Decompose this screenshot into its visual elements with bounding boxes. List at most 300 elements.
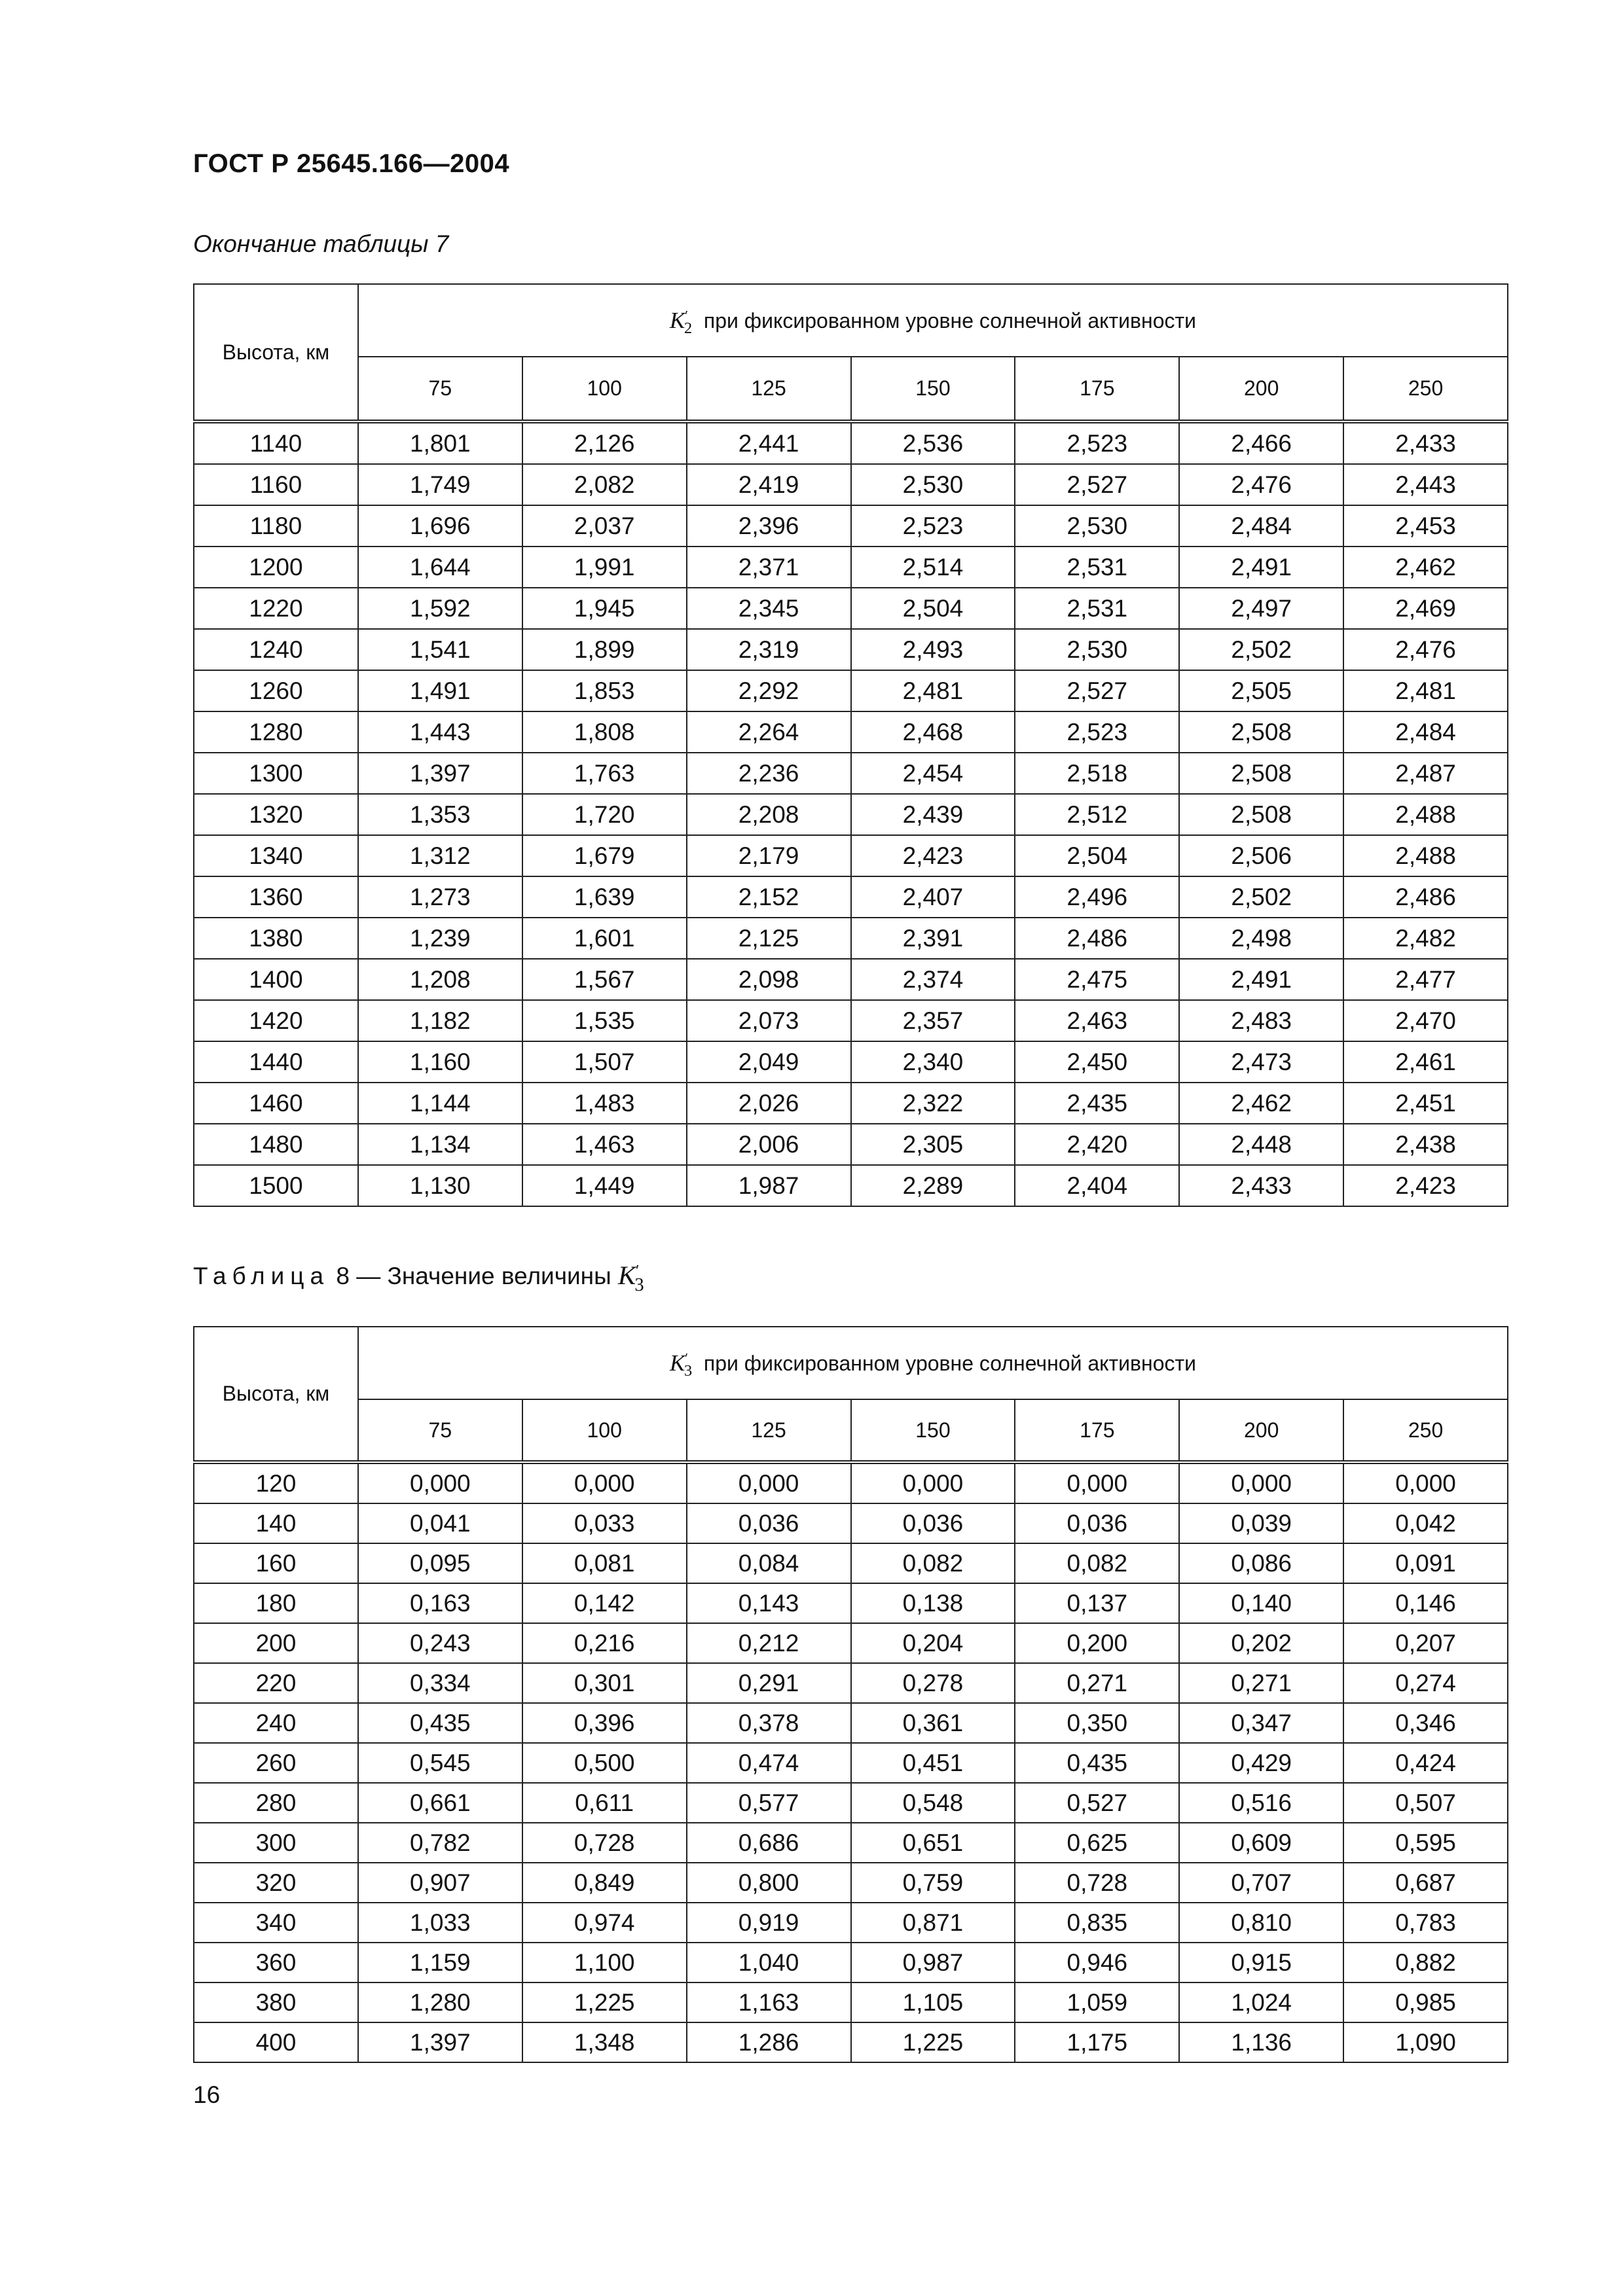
table8-level-header: 75 [358,1399,522,1462]
table7-group-header-text: при фиксированном уровне солнечной активности [703,308,1197,332]
value-cell: 1,144 [358,1083,522,1124]
value-cell: 2,508 [1179,794,1343,835]
value-cell: 0,527 [1015,1783,1179,1823]
value-cell: 1,160 [358,1041,522,1083]
altitude-cell: 1280 [194,711,358,753]
value-cell: 2,037 [522,505,687,547]
value-cell: 1,483 [522,1083,687,1124]
value-cell: 1,601 [522,918,687,959]
value-cell: 0,000 [358,1462,522,1503]
value-cell: 2,523 [851,505,1015,547]
table7-level-header: 175 [1015,357,1179,422]
altitude-cell: 1460 [194,1083,358,1124]
value-cell: 1,208 [358,959,522,1000]
value-cell: 2,082 [522,464,687,505]
value-cell: 2,506 [1179,835,1343,876]
value-cell: 2,439 [851,794,1015,835]
value-cell: 1,535 [522,1000,687,1041]
value-cell: 1,541 [358,629,522,670]
value-cell: 2,531 [1015,588,1179,629]
value-cell: 2,531 [1015,547,1179,588]
altitude-cell: 360 [194,1943,358,1982]
value-cell: 2,487 [1343,753,1508,794]
value-cell: 2,496 [1015,876,1179,918]
table-row [194,670,1508,711]
value-cell: 0,516 [1179,1783,1343,1823]
value-cell: 2,482 [1343,918,1508,959]
altitude-cell: 1340 [194,835,358,876]
value-cell: 0,204 [851,1623,1015,1663]
value-cell: 2,477 [1343,959,1508,1000]
table7-level-header: 75 [358,357,522,422]
value-cell: 0,985 [1343,1982,1508,2022]
value-cell: 1,397 [358,753,522,794]
table-row [194,1083,1508,1124]
value-cell: 2,345 [687,588,851,629]
table8-group-header-text: при фиксированном уровне солнечной активности [703,1351,1197,1375]
altitude-cell: 1400 [194,959,358,1000]
altitude-cell: 1360 [194,876,358,918]
value-cell: 0,137 [1015,1583,1179,1623]
value-cell: 0,611 [522,1783,687,1823]
value-cell: 0,243 [358,1623,522,1663]
altitude-cell: 1160 [194,464,358,505]
value-cell: 1,059 [1015,1982,1179,2022]
value-cell: 0,661 [358,1783,522,1823]
value-cell: 0,216 [522,1623,687,1663]
table-row [194,835,1508,876]
value-cell: 2,423 [1343,1165,1508,1206]
value-cell: 0,082 [851,1543,1015,1583]
table-row [194,1743,1508,1783]
table-row [194,1943,1508,1982]
value-cell: 2,289 [851,1165,1015,1206]
value-cell: 0,334 [358,1663,522,1703]
value-cell: 2,484 [1179,505,1343,547]
value-cell: 0,974 [522,1903,687,1943]
value-cell: 2,470 [1343,1000,1508,1041]
value-cell: 2,340 [851,1041,1015,1083]
value-cell: 2,026 [687,1083,851,1124]
altitude-cell: 140 [194,1503,358,1543]
value-cell: 0,000 [851,1462,1015,1503]
value-cell: 2,530 [1015,629,1179,670]
value-cell: 1,280 [358,1982,522,2022]
value-cell: 0,783 [1343,1903,1508,1943]
value-cell: 1,239 [358,918,522,959]
value-cell: 2,466 [1179,422,1343,464]
value-cell: 1,567 [522,959,687,1000]
altitude-cell: 1440 [194,1041,358,1083]
value-cell: 2,491 [1179,959,1343,1000]
value-cell: 0,396 [522,1703,687,1743]
value-cell: 0,140 [1179,1583,1343,1623]
value-cell: 2,435 [1015,1083,1179,1124]
table-row [194,918,1508,959]
value-cell: 0,609 [1179,1823,1343,1863]
value-cell: 2,305 [851,1124,1015,1165]
value-cell: 0,291 [687,1663,851,1703]
value-cell: 2,208 [687,794,851,835]
altitude-cell: 1500 [194,1165,358,1206]
table8-level-header: 100 [522,1399,687,1462]
table8-level-header: 250 [1343,1399,1508,1462]
table7 [193,283,1508,1207]
altitude-cell: 1260 [194,670,358,711]
value-cell: 2,514 [851,547,1015,588]
value-cell: 1,175 [1015,2022,1179,2062]
value-cell: 0,138 [851,1583,1015,1623]
value-cell: 1,491 [358,670,522,711]
value-cell: 2,357 [851,1000,1015,1041]
table-row [194,1663,1508,1703]
value-cell: 2,407 [851,876,1015,918]
value-cell: 0,595 [1343,1823,1508,1863]
table-row [194,753,1508,794]
value-cell: 0,033 [522,1503,687,1543]
value-cell: 2,374 [851,959,1015,1000]
value-cell: 2,502 [1179,629,1343,670]
value-cell: 2,486 [1015,918,1179,959]
value-cell: 2,504 [851,588,1015,629]
value-cell: 0,036 [1015,1503,1179,1543]
value-cell: 0,429 [1179,1743,1343,1783]
table-row [194,959,1508,1000]
value-cell: 0,042 [1343,1503,1508,1543]
value-cell: 1,312 [358,835,522,876]
value-cell: 1,763 [522,753,687,794]
value-cell: 2,396 [687,505,851,547]
table-row [194,711,1508,753]
table8-group-header [358,1327,1508,1399]
table7-level-header: 200 [1179,357,1343,422]
altitude-cell: 240 [194,1703,358,1743]
value-cell: 0,871 [851,1903,1015,1943]
value-cell: 1,130 [358,1165,522,1206]
value-cell: 1,644 [358,547,522,588]
value-cell: 2,488 [1343,835,1508,876]
value-cell: 1,033 [358,1903,522,1943]
value-cell: 2,179 [687,835,851,876]
table8-altitude-header: Высота, км [194,1327,358,1462]
value-cell: 2,481 [1343,670,1508,711]
value-cell: 1,507 [522,1041,687,1083]
altitude-cell: 220 [194,1663,358,1703]
value-cell: 0,212 [687,1623,851,1663]
altitude-cell: 1420 [194,1000,358,1041]
altitude-cell: 380 [194,1982,358,2022]
value-cell: 2,530 [1015,505,1179,547]
altitude-cell: 280 [194,1783,358,1823]
table7-caption: Окончание таблицы 7 [193,230,449,257]
value-cell: 1,273 [358,876,522,918]
value-cell: 2,319 [687,629,851,670]
table-row [194,422,1508,464]
value-cell: 0,084 [687,1543,851,1583]
altitude-cell: 1220 [194,588,358,629]
table-row [194,1823,1508,1863]
value-cell: 0,041 [358,1503,522,1543]
table-row [194,1000,1508,1041]
value-cell: 2,098 [687,959,851,1000]
value-cell: 0,835 [1015,1903,1179,1943]
table8-k-symbol: $K'_3$ [669,1350,693,1380]
value-cell: 0,782 [358,1823,522,1863]
table-row [194,464,1508,505]
value-cell: 2,292 [687,670,851,711]
value-cell: 0,207 [1343,1623,1508,1663]
value-cell: 1,397 [358,2022,522,2062]
value-cell: 2,441 [687,422,851,464]
value-cell: 2,527 [1015,670,1179,711]
value-cell: 2,322 [851,1083,1015,1124]
value-cell: 2,463 [1015,1000,1179,1041]
value-cell: 0,000 [522,1462,687,1503]
value-cell: 0,271 [1179,1663,1343,1703]
table-row [194,1623,1508,1663]
value-cell: 2,453 [1343,505,1508,547]
table-row [194,1783,1508,1823]
value-cell: 1,040 [687,1943,851,1982]
value-cell: 2,448 [1179,1124,1343,1165]
value-cell: 1,163 [687,1982,851,2022]
value-cell: 0,946 [1015,1943,1179,1982]
value-cell: 0,163 [358,1583,522,1623]
value-cell: 1,720 [522,794,687,835]
value-cell: 2,462 [1179,1083,1343,1124]
altitude-cell: 400 [194,2022,358,2062]
value-cell: 2,493 [851,629,1015,670]
table7-level-header: 250 [1343,357,1508,422]
value-cell: 2,404 [1015,1165,1179,1206]
value-cell: 2,488 [1343,794,1508,835]
table-row [194,505,1508,547]
value-cell: 2,152 [687,876,851,918]
value-cell: 1,808 [522,711,687,753]
value-cell: 1,136 [1179,2022,1343,2062]
value-cell: 1,100 [522,1943,687,1982]
altitude-cell: 320 [194,1863,358,1903]
value-cell: 0,810 [1179,1903,1343,1943]
value-cell: 0,000 [1015,1462,1179,1503]
value-cell: 2,473 [1179,1041,1343,1083]
value-cell: 1,899 [522,629,687,670]
table-row [194,2022,1508,2062]
table-row [194,1982,1508,2022]
value-cell: 0,146 [1343,1583,1508,1623]
table8-caption [193,1260,644,1295]
altitude-cell: 340 [194,1903,358,1943]
altitude-cell: 200 [194,1623,358,1663]
value-cell: 1,592 [358,588,522,629]
value-cell: 0,435 [1015,1743,1179,1783]
value-cell: 0,347 [1179,1703,1343,1743]
table7-altitude-header: Высота, км [194,284,358,422]
value-cell: 2,433 [1343,422,1508,464]
table8-level-header: 200 [1179,1399,1343,1462]
value-cell: 0,728 [1015,1863,1179,1903]
value-cell: 1,225 [851,2022,1015,2062]
value-cell: 1,801 [358,422,522,464]
value-cell: 1,639 [522,876,687,918]
table-row [194,1703,1508,1743]
table-row [194,1903,1508,1943]
table8-caption-k-symbol: $K'_3$ [617,1261,644,1295]
value-cell: 1,159 [358,1943,522,1982]
table7-level-header: 150 [851,357,1015,422]
value-cell: 2,481 [851,670,1015,711]
value-cell: 2,508 [1179,711,1343,753]
table7-level-header: 100 [522,357,687,422]
altitude-cell: 1300 [194,753,358,794]
value-cell: 0,086 [1179,1543,1343,1583]
altitude-cell: 180 [194,1583,358,1623]
value-cell: 1,449 [522,1165,687,1206]
value-cell: 2,450 [1015,1041,1179,1083]
value-cell: 0,849 [522,1863,687,1903]
value-cell: 1,987 [687,1165,851,1206]
value-cell: 1,353 [358,794,522,835]
table8-caption-label: Таблица [193,1263,330,1289]
value-cell: 2,491 [1179,547,1343,588]
table-row [194,1863,1508,1903]
value-cell: 2,502 [1179,876,1343,918]
value-cell: 1,679 [522,835,687,876]
value-cell: 0,919 [687,1903,851,1943]
value-cell: 0,728 [522,1823,687,1863]
altitude-cell: 1320 [194,794,358,835]
table-row [194,1041,1508,1083]
value-cell: 0,687 [1343,1863,1508,1903]
value-cell: 2,125 [687,918,851,959]
value-cell: 1,105 [851,1982,1015,2022]
table8-level-header: 150 [851,1399,1015,1462]
value-cell: 0,500 [522,1743,687,1783]
value-cell: 1,749 [358,464,522,505]
table8 [193,1326,1508,2063]
table7-level-header: 125 [687,357,851,422]
value-cell: 0,200 [1015,1623,1179,1663]
value-cell: 2,433 [1179,1165,1343,1206]
value-cell: 0,142 [522,1583,687,1623]
value-cell: 2,438 [1343,1124,1508,1165]
value-cell: 2,451 [1343,1083,1508,1124]
table8-level-header: 125 [687,1399,851,1462]
altitude-cell: 1380 [194,918,358,959]
value-cell: 0,625 [1015,1823,1179,1863]
value-cell: 0,686 [687,1823,851,1863]
value-cell: 2,420 [1015,1124,1179,1165]
value-cell: 0,081 [522,1543,687,1583]
value-cell: 2,126 [522,422,687,464]
table-row [194,794,1508,835]
value-cell: 0,759 [851,1863,1015,1903]
value-cell: 0,651 [851,1823,1015,1863]
altitude-cell: 160 [194,1543,358,1583]
table-row [194,876,1508,918]
page-number: 16 [193,2081,221,2108]
value-cell: 1,443 [358,711,522,753]
value-cell: 0,095 [358,1543,522,1583]
value-cell: 0,000 [1343,1462,1508,1503]
altitude-cell: 1200 [194,547,358,588]
value-cell: 1,463 [522,1124,687,1165]
value-cell: 0,435 [358,1703,522,1743]
value-cell: 0,082 [1015,1543,1179,1583]
value-cell: 0,000 [687,1462,851,1503]
value-cell: 2,468 [851,711,1015,753]
altitude-cell: 300 [194,1823,358,1863]
value-cell: 2,236 [687,753,851,794]
value-cell: 0,278 [851,1663,1015,1703]
value-cell: 0,882 [1343,1943,1508,1982]
value-cell: 0,907 [358,1863,522,1903]
value-cell: 0,350 [1015,1703,1179,1743]
value-cell: 2,423 [851,835,1015,876]
value-cell: 2,536 [851,422,1015,464]
value-cell: 0,346 [1343,1703,1508,1743]
value-cell: 2,518 [1015,753,1179,794]
document-header: ГОСТ Р 25645.166—2004 [193,149,510,178]
value-cell: 2,049 [687,1041,851,1083]
table-row [194,588,1508,629]
value-cell: 2,476 [1179,464,1343,505]
value-cell: 2,508 [1179,753,1343,794]
value-cell: 1,225 [522,1982,687,2022]
value-cell: 0,474 [687,1743,851,1783]
value-cell: 1,090 [1343,2022,1508,2062]
value-cell: 0,545 [358,1743,522,1783]
value-cell: 2,512 [1015,794,1179,835]
value-cell: 1,348 [522,2022,687,2062]
value-cell: 2,073 [687,1000,851,1041]
value-cell: 0,039 [1179,1503,1343,1543]
table-row [194,1543,1508,1583]
altitude-cell: 260 [194,1743,358,1783]
value-cell: 0,378 [687,1703,851,1743]
value-cell: 0,800 [687,1863,851,1903]
value-cell: 2,443 [1343,464,1508,505]
value-cell: 1,286 [687,2022,851,2062]
value-cell: 0,274 [1343,1663,1508,1703]
table7-k-symbol: $K'_2$ [669,307,693,338]
value-cell: 2,483 [1179,1000,1343,1041]
value-cell: 0,000 [1179,1462,1343,1503]
value-cell: 2,264 [687,711,851,753]
altitude-cell: 1240 [194,629,358,670]
value-cell: 2,462 [1343,547,1508,588]
value-cell: 2,497 [1179,588,1343,629]
value-cell: 2,527 [1015,464,1179,505]
value-cell: 1,696 [358,505,522,547]
value-cell: 0,036 [851,1503,1015,1543]
value-cell: 0,301 [522,1663,687,1703]
value-cell: 2,475 [1015,959,1179,1000]
value-cell: 1,991 [522,547,687,588]
table-row [194,1583,1508,1623]
value-cell: 2,476 [1343,629,1508,670]
value-cell: 1,182 [358,1000,522,1041]
value-cell: 2,486 [1343,876,1508,918]
value-cell: 2,461 [1343,1041,1508,1083]
value-cell: 0,577 [687,1783,851,1823]
value-cell: 0,507 [1343,1783,1508,1823]
altitude-cell: 1140 [194,422,358,464]
value-cell: 0,271 [1015,1663,1179,1703]
table-row [194,1124,1508,1165]
value-cell: 2,419 [687,464,851,505]
altitude-cell: 120 [194,1462,358,1503]
